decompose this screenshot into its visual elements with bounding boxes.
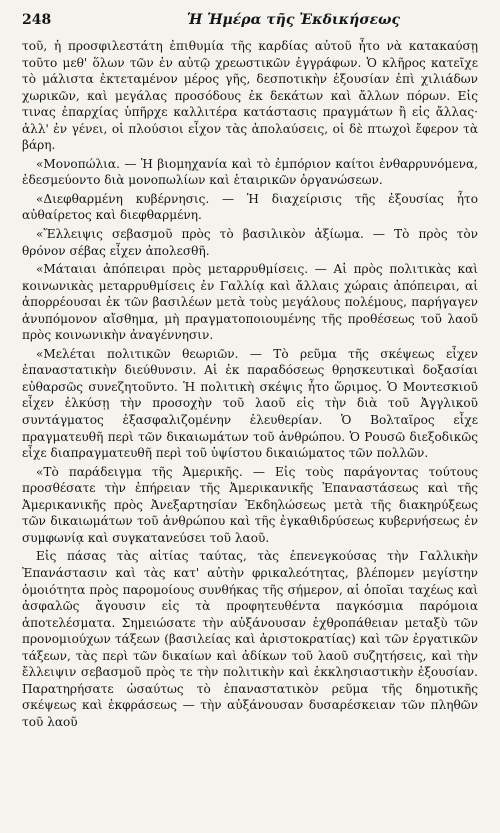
paragraph-respect-for-crown: «Ἔλλειψις σεβασμοῦ πρὸς τὸ βασιλικὸν ἀξίωμα. — Τὸ πρὸς τὸν θρόνον σέβας εἶχεν ἀπολεσθῆ. (22, 227, 478, 258)
page-number: 248 (22, 12, 52, 28)
paragraph-monopolies: «Μονοπώλια. — Ἡ βιομηχανία καὶ τὸ ἐμπόριον καίτοι ἐνθαρρυνόμενα, ἐδεσμεύοντο διὰ μονοπωλίων καὶ ἑταιρικῶν ὀργανώσεων. (22, 156, 478, 188)
paragraph-political-theories: «Μελέται πολιτικῶν θεωριῶν. — Τὸ ρεῦμα τῆς σκέψεως εἶχεν ἐπαναστατικὴν διεύθυνσιν. Αἱ ἐκ παραδόσεως θρησκευτικαὶ δοξασίαι εὐθαρσῶς συνεζητοῦντο. Ἡ πολιτικὴ σκέψις ἦτο ὥριμος. Ὁ Μοντεσκιοῦ εἶχεν ἑλκύσῃ τὴν προσοχὴν τοῦ λαοῦ εἰς τὴν διὰ τοῦ Ἀγγλικοῦ συντάγματος ἐξασφαλιζομένην ἐλευθερίαν. Ὁ Βολταῖρος εἶχε πραγματευθῆ περὶ τῶν δικαιωμάτων τοῦ ἀνθρώπου. Ὁ Ρουσῶ διεξοδικῶς εἶχε διαπραγματευθῆ περὶ τοῦ ὑψίστου δικαιώματος τῶν πολλῶν. (22, 346, 478, 461)
body-text (22, 38, 478, 730)
paragraph-american-example: «Τὸ παράδειγμα τῆς Ἀμερικῆς. — Εἰς τοὺς παράγοντας τούτους προσθέσατε τὴν ἐπήρειαν τῆς Ἀμερικανικῆς Ἐπαναστάσεως καὶ τῆς Ἀμερικανικῆς πρὸς Ἀνεξαρτησίαν Ἐκδηλώσεως μετὰ τῆς διακηρύξεως τῶν δικαιωμάτων τοῦ ἀνθρώπου καὶ τῆς ἐγκαθιδρύσεως κυβερνήσεως ἐν συμφωνίᾳ καὶ συγκατανεύσει τοῦ λαοῦ. (22, 464, 478, 545)
paragraph-comparison: Εἰς πάσας τὰς αἰτίας ταύτας, τὰς ἐπενεγκούσας τὴν Γαλλικὴν Ἐπανάστασιν καὶ τὰς κατ' αὐτὴν φρικαλεότητας, βλέπομεν μεγίστην ὁμοιότητα πρὸς παρομοίους συνθήκας τῆς σήμερον, αἱ ὁποῖαι ταχέως καὶ ἀσφαλῶς ἄγουσιν εἰς τὰ προφητευθέντα παγκόσμια παρόμοια ἀποτελέσματα. Σημειώσατε τὴν αὐξάνουσαν ἐχθροπάθειαν μεταξὺ τῶν προνομιούχων τάξεων (βασιλείας καὶ ἀριστοκρατίας) καὶ τῶν ἐργατικῶν τάξεων, τὰς περὶ τῶν δικαίων καὶ ἀδίκων τοῦ λαοῦ συζητήσεις, καὶ τὴν ἔλλειψιν σεβασμοῦ πρὸς τε τὴν πολιτικὴν καὶ ἐκκλησιαστικὴν ἐξουσίαν. Παρατηρήσατε ὡσαύτως τὸ ἐπαναστατικὸν ρεῦμα τῆς δημοτικῆς σκέψεως καὶ ἐκφράσεως — τὴν αὐξάνουσαν δυσαρέσκειαν τῶν πληθῶν τοῦ λαοῦ (22, 549, 478, 729)
page-header (22, 10, 478, 38)
running-head: Ἡ Ἡμέρα τῆς Ἐκδικήσεως (187, 12, 401, 28)
paragraph-corrupt-government: «Διεφθαρμένη κυβέρνησις. — Ἡ διαχείρισις τῆς ἐξουσίας ἦτο αὐθαίρετος καὶ διεφθαρμένη. (22, 191, 478, 223)
paragraph-futile-reforms: «Μάταιαι ἀπόπειραι πρὸς μεταρρυθμίσεις. — Αἱ πρὸς πολιτικὰς καὶ κοινωνικὰς μεταρρυθμίσεις ἐν Γαλλίᾳ καὶ ἄλλαις χώραις ἀπόπειραι, αἱ ἀπορρέουσαι ἐκ τῶν βασιλέων μετὰ τοὺς μεγάλους πολέμους, παρήγαγεν ἀνυπόμονον αἴσθημα, μὴ πραγματοποιουμένης τῆς προθέσεως τοῦ λαοῦ πρὸς κοινωνικὴν ἀναγέννησιν. (22, 262, 478, 343)
paragraph-continuation: τοῦ, ἡ προσφιλεστάτη ἐπιθυμία τῆς καρδίας αὐτοῦ ἦτο νὰ κατακαύσῃ τοῦτο μεθ' ὅλων τῶν ἐν αὐτῷ χρεωστικῶν ἐγγράφων. Ὁ κλῆρος κατεῖχε τὸ μάλιστα ἐκτεταμένον μέρος γῆς, δεσποτικὴν ἐξουσίαν ἐπὶ χιλιάδων χωρικῶν, καὶ μεγάλας προσόδους ἐκ δεκάτων καὶ ἄλλων πόρων. Εἰς τινας ἐπαρχίας ὑπῆρχε καλλιτέρα κατάστασις πραγμάτων ἢ εἰς ἄλλας· ἀλλ' ἐν γένει, οἱ πλούσιοι εἶχον τὰς ἀπολαύσεις, οἱ δὲ πτωχοὶ ἔφερον τὰ βάρη. (22, 39, 478, 153)
